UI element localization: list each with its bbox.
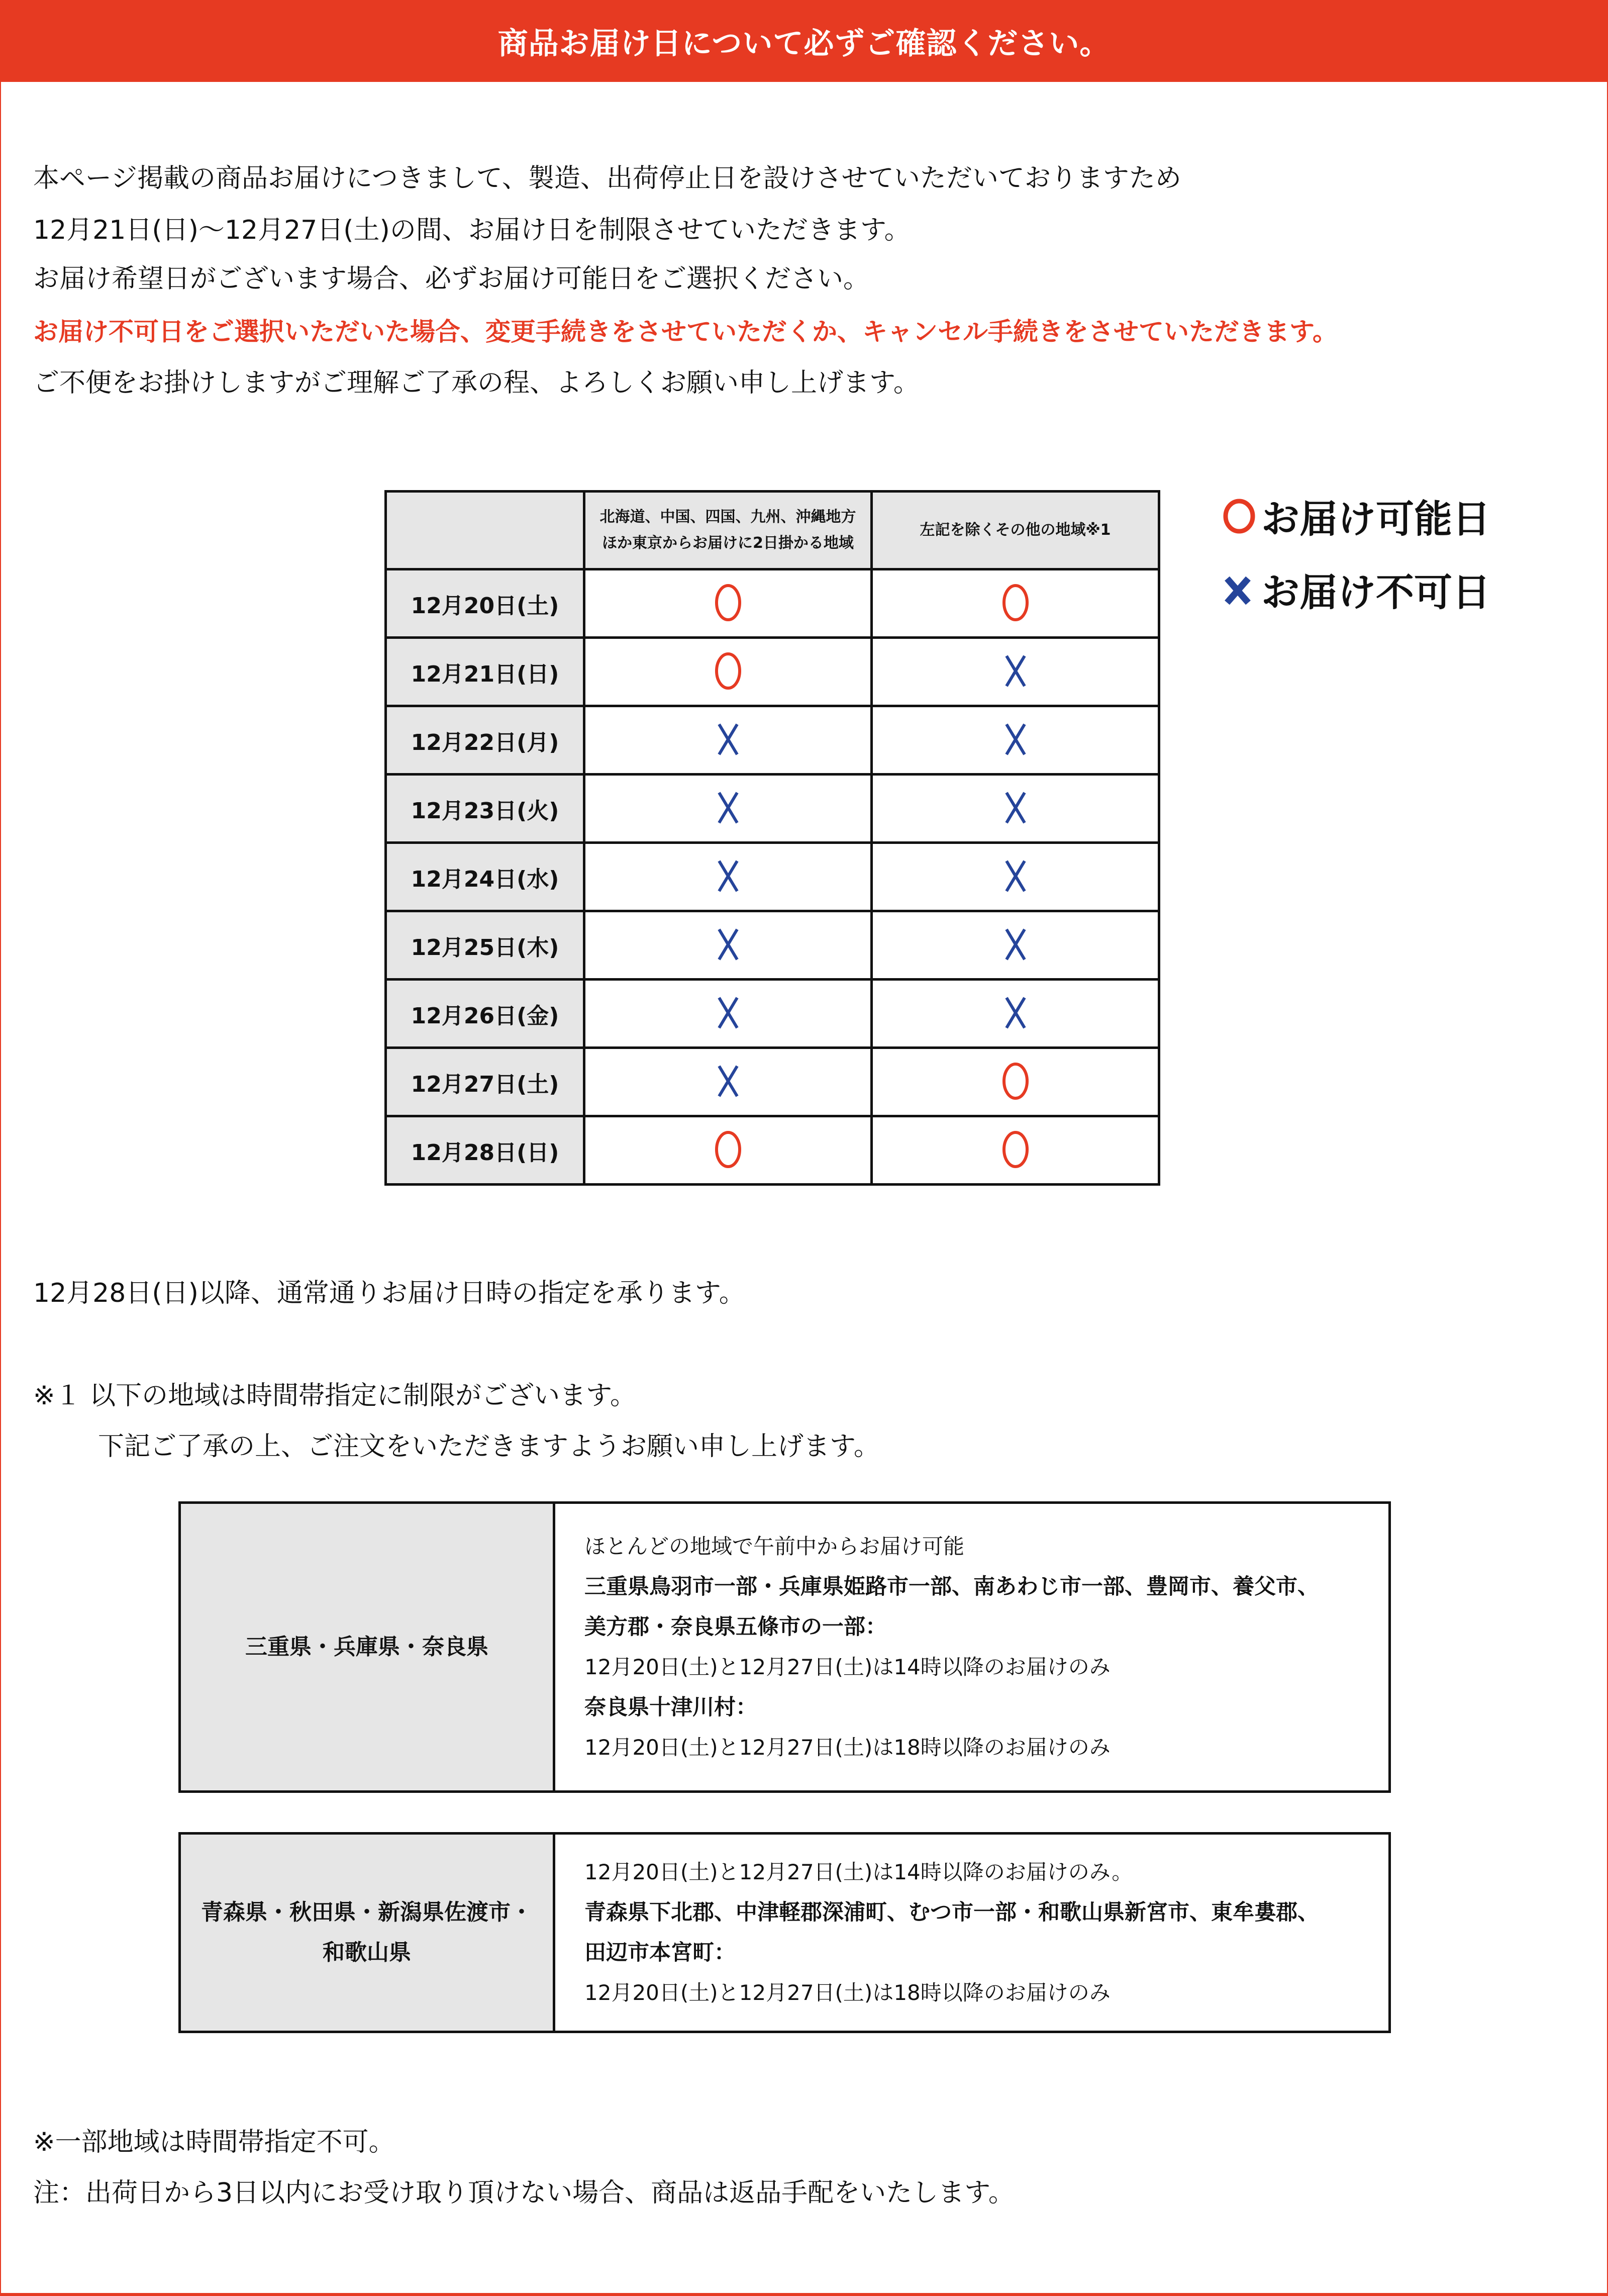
circle-icon bbox=[1221, 497, 1257, 535]
legend-unavailable-label: お届け不可日 bbox=[1261, 570, 1490, 615]
intro-warning: お届け不可日をご選択いただいた場合、変更手続きをさせていただくか、キャンセル手続きをさせていただきます。 bbox=[33, 317, 1338, 346]
region-details bbox=[554, 1834, 1390, 2032]
note1-line1: ※１ 以下の地域は時間帯指定に制限がございます。 bbox=[33, 1381, 636, 1411]
header-cell-other-regions: 左記を除くその他の地域※1 bbox=[872, 492, 1159, 569]
schedule-row bbox=[386, 980, 1159, 1048]
availability-cell-other bbox=[872, 638, 1159, 706]
intro-line: お届け希望日がございます場合、必ずお届け可能日をご選択ください。 bbox=[33, 264, 870, 294]
date-cell: 12月24日(水) bbox=[386, 843, 584, 911]
region-detail-line: 12月20日(土)と12月27日(土)は14時以降のお届けのみ bbox=[584, 1655, 1111, 1679]
delivery-schedule-table bbox=[384, 490, 1160, 1186]
date-cell: 12月25日(木) bbox=[386, 911, 584, 980]
schedule-row bbox=[386, 911, 1159, 980]
cross-icon bbox=[995, 924, 1036, 965]
schedule-row bbox=[386, 1116, 1159, 1185]
availability-cell-far bbox=[584, 706, 872, 775]
region-detail-line: 青森県下北郡、中津軽郡深浦町、むつ市一部・和歌山県新宮市、東牟婁郡、 bbox=[584, 1900, 1319, 1925]
cross-icon bbox=[708, 993, 748, 1033]
region-detail-line: 12月20日(土)と12月27日(土)は18時以降のお届けのみ bbox=[584, 1980, 1111, 2005]
intro-line: 12月21日(日)〜12月27日(土)の間、お届け日を制限させていただきます。 bbox=[33, 215, 911, 245]
availability-cell-far bbox=[584, 569, 872, 638]
region-name-text: 青森県・秋田県・新潟県佐渡市・ 和歌山県 bbox=[201, 1899, 533, 1965]
cross-icon bbox=[708, 788, 748, 828]
availability-cell-other bbox=[872, 1048, 1159, 1116]
region-details bbox=[554, 1503, 1390, 1792]
legend-unavailable bbox=[1221, 562, 1490, 617]
schedule-row bbox=[386, 843, 1159, 911]
schedule-row bbox=[386, 706, 1159, 775]
cross-icon bbox=[708, 719, 748, 759]
date-cell: 12月20日(土) bbox=[386, 569, 584, 638]
after-note: 12月28日(日)以降、通常通りお届け日時の指定を承ります。 bbox=[33, 1278, 745, 1308]
region-detail-line: 12月20日(土)と12月27日(土)は18時以降のお届けのみ bbox=[584, 1735, 1111, 1760]
table-header-row bbox=[386, 492, 1159, 569]
cross-icon bbox=[708, 1061, 748, 1101]
cross-icon bbox=[995, 719, 1036, 759]
notice-title: 商品お届け日について必ずご確認ください。 bbox=[497, 26, 1111, 61]
notice-header bbox=[0, 0, 1608, 82]
region-name: 三重県・兵庫県・奈良県 bbox=[180, 1503, 554, 1792]
region-detail-line: 12月20日(土)と12月27日(土)は14時以降のお届けのみ。 bbox=[584, 1860, 1133, 1884]
region-detail-line: ほとんどの地域で午前中からお届け可能 bbox=[584, 1534, 965, 1559]
schedule-row bbox=[386, 775, 1159, 843]
availability-cell-far bbox=[584, 843, 872, 911]
date-cell: 12月23日(火) bbox=[386, 775, 584, 843]
footer-note-return: 注：出荷日から3日以内にお受け取り頂けない場合、商品は返品手配をいたします。 bbox=[33, 2178, 1015, 2208]
date-cell: 12月26日(金) bbox=[386, 980, 584, 1048]
cross-icon bbox=[1221, 570, 1257, 609]
cross-icon bbox=[995, 788, 1036, 828]
circle-icon bbox=[995, 1129, 1036, 1170]
date-cell: 12月22日(月) bbox=[386, 706, 584, 775]
schedule-row bbox=[386, 1048, 1159, 1116]
header-cell-empty bbox=[386, 492, 584, 569]
region-detail-line: 美方郡・奈良県五條市の一部： bbox=[584, 1614, 887, 1640]
region-table-aomori-akita-niigata-wakayama bbox=[178, 1832, 1391, 2033]
intro-line: ご不便をお掛けしますがご理解ご了承の程、よろしくお願い申し上げます。 bbox=[33, 368, 920, 398]
availability-cell-other bbox=[872, 843, 1159, 911]
region-name bbox=[180, 1834, 554, 2032]
legend-available bbox=[1221, 489, 1490, 543]
header-cell-far-regions bbox=[584, 492, 872, 569]
availability-cell-far bbox=[584, 775, 872, 843]
schedule-row bbox=[386, 638, 1159, 706]
cross-icon bbox=[708, 856, 748, 896]
note1-line2: 下記ご了承の上、ご注文をいただきますようお願い申し上げます。 bbox=[98, 1431, 880, 1462]
region-detail-line: 田辺市本宮町： bbox=[584, 1940, 736, 1965]
availability-cell-other bbox=[872, 706, 1159, 775]
cross-icon bbox=[995, 856, 1036, 896]
availability-cell-far bbox=[584, 1116, 872, 1185]
far-regions-label: 北海道、中国、四国、九州、沖縄地方 ほか東京からお届けに2日掛かる地域 bbox=[599, 508, 856, 552]
circle-icon bbox=[995, 1061, 1036, 1101]
cross-icon bbox=[995, 993, 1036, 1033]
cross-icon bbox=[708, 924, 748, 965]
intro-line: 本ページ掲載の商品お届けにつきまして、製造、出荷停止日を設けさせていただいておりますため bbox=[33, 163, 1181, 194]
footer-note-partial-regions: ※一部地域は時間帯指定不可。 bbox=[33, 2127, 395, 2157]
region-detail-line: 三重県鳥羽市一部・兵庫県姫路市一部、南あわじ市一部、豊岡市、養父市、 bbox=[584, 1574, 1319, 1599]
availability-cell-far bbox=[584, 980, 872, 1048]
schedule-row bbox=[386, 569, 1159, 638]
circle-icon bbox=[708, 651, 748, 691]
date-cell: 12月27日(土) bbox=[386, 1048, 584, 1116]
availability-cell-far bbox=[584, 1048, 872, 1116]
region-detail-line: 奈良県十津川村： bbox=[584, 1695, 757, 1720]
circle-icon bbox=[708, 1129, 748, 1170]
availability-cell-other bbox=[872, 569, 1159, 638]
date-cell: 12月28日(日) bbox=[386, 1116, 584, 1185]
region-table-mie-hyogo-nara bbox=[178, 1501, 1391, 1793]
cross-icon bbox=[995, 651, 1036, 691]
circle-icon bbox=[995, 583, 1036, 623]
availability-cell-other bbox=[872, 1116, 1159, 1185]
availability-cell-other bbox=[872, 980, 1159, 1048]
availability-cell-other bbox=[872, 775, 1159, 843]
availability-cell-other bbox=[872, 911, 1159, 980]
circle-icon bbox=[708, 583, 748, 623]
legend-available-label: お届け可能日 bbox=[1261, 497, 1490, 541]
availability-cell-far bbox=[584, 638, 872, 706]
availability-cell-far bbox=[584, 911, 872, 980]
date-cell: 12月21日(日) bbox=[386, 638, 584, 706]
